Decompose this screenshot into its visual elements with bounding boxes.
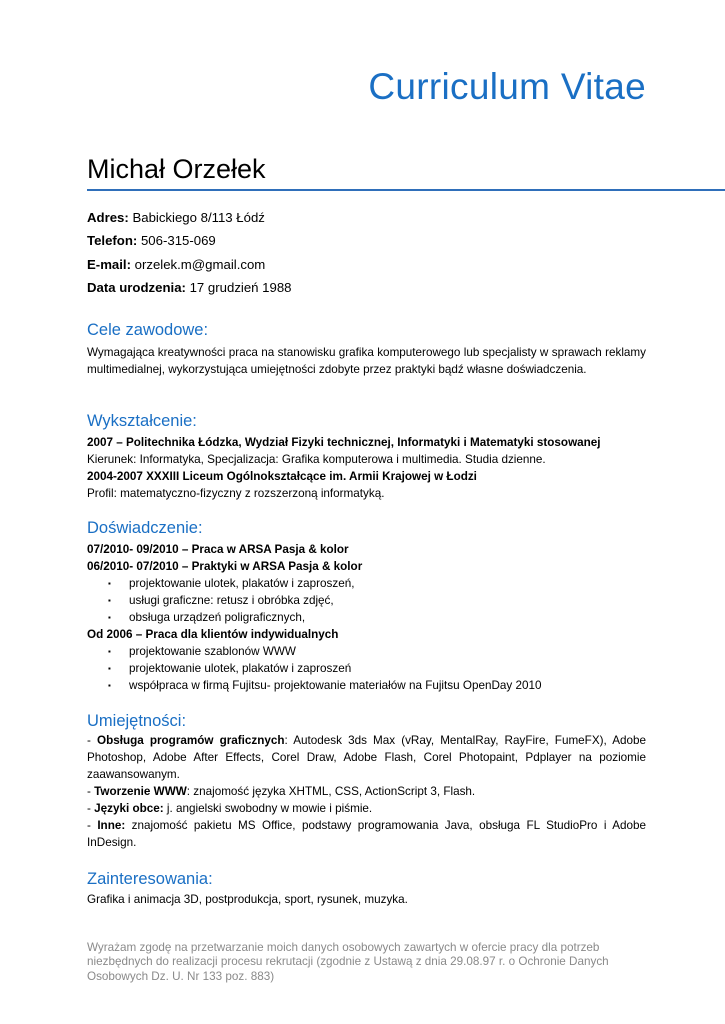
- contact-value: 506-315-069: [137, 233, 216, 249]
- education-heading: Wykształcenie:: [87, 412, 197, 430]
- list-item: [87, 592, 646, 609]
- list-item: [87, 643, 646, 660]
- skill-label: Tworzenie WWW: [94, 785, 187, 798]
- skill-text: : Autodesk 3ds Max (vRay, MentalRay, RayFire, FumeFX), Adobe Photoshop, Adobe After Effects, Corel Draw, Adobe Flash, Corel Photopaint, Pdplayer na poziomie zaawansowanym.: [87, 734, 646, 781]
- skill-label: Inne:: [97, 819, 126, 832]
- skill-text: j. angielski swobodny w mowie i piśmie.: [163, 802, 373, 815]
- education-detail: Profil: matematyczno-fizyczny z rozszerzoną informatyką.: [87, 487, 385, 500]
- list-item-text: współpraca w firmą Fujitsu- projektowanie materiałów na Fujitsu OpenDay 2010: [129, 679, 542, 692]
- contact-value: orzelek.m@gmail.com: [130, 256, 266, 272]
- dash: -: [87, 802, 95, 815]
- contact-label: E-mail:: [87, 256, 131, 272]
- contact-value: 17 grudzień 1988: [185, 279, 292, 295]
- bullet-icon: ▪: [108, 596, 111, 605]
- education-entry: 2007 – Politechnika Łódzka, Wydział Fizyki technicznej, Informatyki i Matematyki stosowanej: [87, 436, 601, 449]
- skill-text: znajomość pakietu MS Office, podstawy programowania Java, obsługa FL StudioPro i Adobe InDesign.: [87, 819, 646, 849]
- bullet-icon: ▪: [108, 613, 111, 622]
- interests-text: Grafika i animacja 3D, postprodukcja, sport, rysunek, muzyka.: [87, 893, 408, 906]
- list-item-text: projektowanie szablonów WWW: [129, 645, 296, 658]
- dash: -: [87, 785, 95, 798]
- contact-phone: [87, 229, 292, 252]
- interests-heading: Zainteresowania:: [87, 870, 213, 888]
- list-item: [87, 575, 646, 592]
- experience-list: [87, 541, 646, 694]
- bullet-icon: ▪: [108, 664, 111, 673]
- experience-entry: Od 2006 – Praca dla klientów indywidualnych: [87, 628, 339, 641]
- skill-other: [87, 817, 646, 851]
- education-entry: 2004-2007 XXXIII Liceum Ogólnokształcące im. Armii Krajowej w Łodzi: [87, 470, 477, 483]
- contact-email: [87, 253, 292, 276]
- goals-text: Wymagająca kreatywności praca na stanowisku grafika komputerowego lub specjalisty w sprawach reklamy multimedialnej, wykorzystująca umiejętności zdobyte przez praktyki bądź własne doświadczenia.: [87, 346, 646, 376]
- list-item-text: usługi graficzne: retusz i obróbka zdjęć,: [129, 594, 334, 607]
- list-item-text: projektowanie ulotek, plakatów i zaproszeń: [129, 662, 352, 675]
- list-item: [87, 660, 646, 677]
- skills-heading: Umiejętności:: [87, 712, 187, 730]
- education-list: [87, 434, 646, 502]
- skill-www: [87, 783, 646, 800]
- dash: -: [87, 734, 97, 747]
- contact-value: Babickiego 8/113 Łódź: [128, 210, 265, 225]
- skill-label: Języki obce:: [94, 802, 164, 815]
- skill-languages: [87, 800, 646, 817]
- dash: -: [87, 819, 98, 832]
- skill-graphics: [87, 732, 646, 783]
- experience-entry: 06/2010- 07/2010 – Praktyki w ARSA Pasja & kolor: [87, 560, 363, 573]
- list-item: [87, 677, 646, 694]
- education-detail: Kierunek: Informatyka, Specjalizacja: Grafika komputerowa i multimedia. Studia dzienne.: [87, 453, 546, 466]
- list-item-text: obsługa urządzeń poligraficznych,: [129, 611, 306, 624]
- person-name: Michał Orzełek: [87, 154, 266, 184]
- contact-details: [87, 206, 292, 299]
- experience-heading: Doświadczenie:: [87, 519, 203, 537]
- skill-text: : znajomość języka XHTML, CSS, ActionScript 3, Flash.: [186, 785, 476, 798]
- skills-list: [87, 732, 646, 851]
- list-item-text: projektowanie ulotek, plakatów i zaproszeń,: [129, 577, 355, 590]
- contact-label: Data urodzenia:: [87, 279, 186, 295]
- contact-birthdate: [87, 276, 292, 299]
- contact-address: [87, 206, 292, 229]
- data-consent-clause: Wyrażam zgodę na przetwarzanie moich danych osobowych zawartych w ofercie pracy dla potrzeb niezbędnych do realizacji procesu rekrutacji (zgodnie z Ustawą z dnia 29.08.97 r. o Ochronie Danych Osobowych Dz. U. Nr 133 poz. 883): [87, 941, 609, 983]
- experience-entry: 07/2010- 09/2010 – Praca w ARSA Pasja & kolor: [87, 543, 349, 556]
- contact-label: Telefon:: [87, 233, 138, 249]
- title-divider: [87, 189, 725, 191]
- bullet-icon: ▪: [108, 681, 111, 690]
- bullet-icon: ▪: [108, 647, 111, 656]
- skill-label: Obsługa programów graficznych: [97, 734, 285, 747]
- bullet-icon: ▪: [108, 579, 111, 588]
- contact-label: Adres:: [87, 210, 129, 225]
- document-title: Curriculum Vitae: [368, 66, 646, 107]
- goals-heading: Cele zawodowe:: [87, 321, 209, 339]
- list-item: [87, 609, 646, 626]
